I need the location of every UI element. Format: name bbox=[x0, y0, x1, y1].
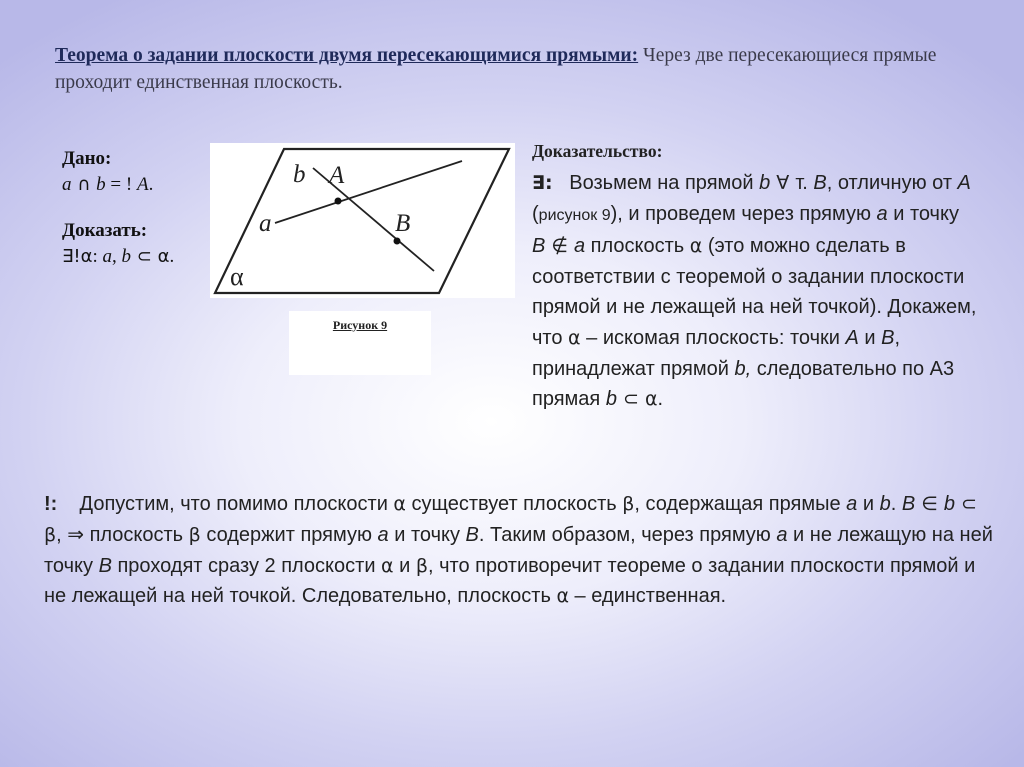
theorem-text: Через две пересекающиеся прямые проходит единственная плоскость. bbox=[55, 45, 937, 93]
label-B: B bbox=[395, 210, 411, 237]
label-a: a bbox=[259, 210, 272, 237]
figure-9 bbox=[210, 143, 515, 298]
point-B bbox=[394, 238, 401, 245]
figure-caption: Рисунок 9 bbox=[332, 318, 388, 332]
point-A bbox=[335, 198, 342, 205]
label-alpha: α bbox=[230, 262, 244, 291]
theorem-title: Теорема о задании плоскости двумя пересекающимися прямыми: bbox=[55, 45, 639, 66]
proof-existence: ∃: Возьмем на прямой b ∀ т. B, отличную от A (рисунок 9), и проведем через прямую a и точку B ∉ a плоскость α (это можно сделать в соответствии с теоремой о задании плоскости прямой и не лежащей на ней точкой). Докажем, что α – искомая плоскость: точки A и B, принадлежат прямой b, следовательно по А3 прямая b ⊂ α. bbox=[532, 172, 977, 411]
theorem-statement bbox=[55, 42, 985, 96]
label-b: b bbox=[293, 161, 306, 188]
proof-uniqueness: !: Допустим, что помимо плоскости α существует плоскость β, содержащая прямые a и b. B ∈ b ⊂ β, ⇒ плоскость β содержит прямую a и точку B. Таким образом, через прямую a и не лежащую на ней точку B проходят сразу 2 плоскости α и β, что противоречит теореме о задании плоскости прямой и не лежащей на ней точкой. Следовательно, плоскость α – единственная. bbox=[44, 493, 993, 608]
given-block bbox=[62, 146, 174, 270]
label-A: A bbox=[329, 162, 345, 189]
plane-diagram bbox=[210, 143, 515, 298]
given-statement: a ∩ b = ! A. bbox=[62, 174, 154, 195]
figure-caption-box bbox=[289, 311, 431, 375]
prove-statement: ∃!α: a, b ⊂ α. bbox=[62, 246, 175, 267]
proof-title: Доказательство: bbox=[532, 141, 663, 161]
prove-label: Доказать: bbox=[62, 220, 148, 241]
given-label: Дано: bbox=[62, 148, 112, 169]
